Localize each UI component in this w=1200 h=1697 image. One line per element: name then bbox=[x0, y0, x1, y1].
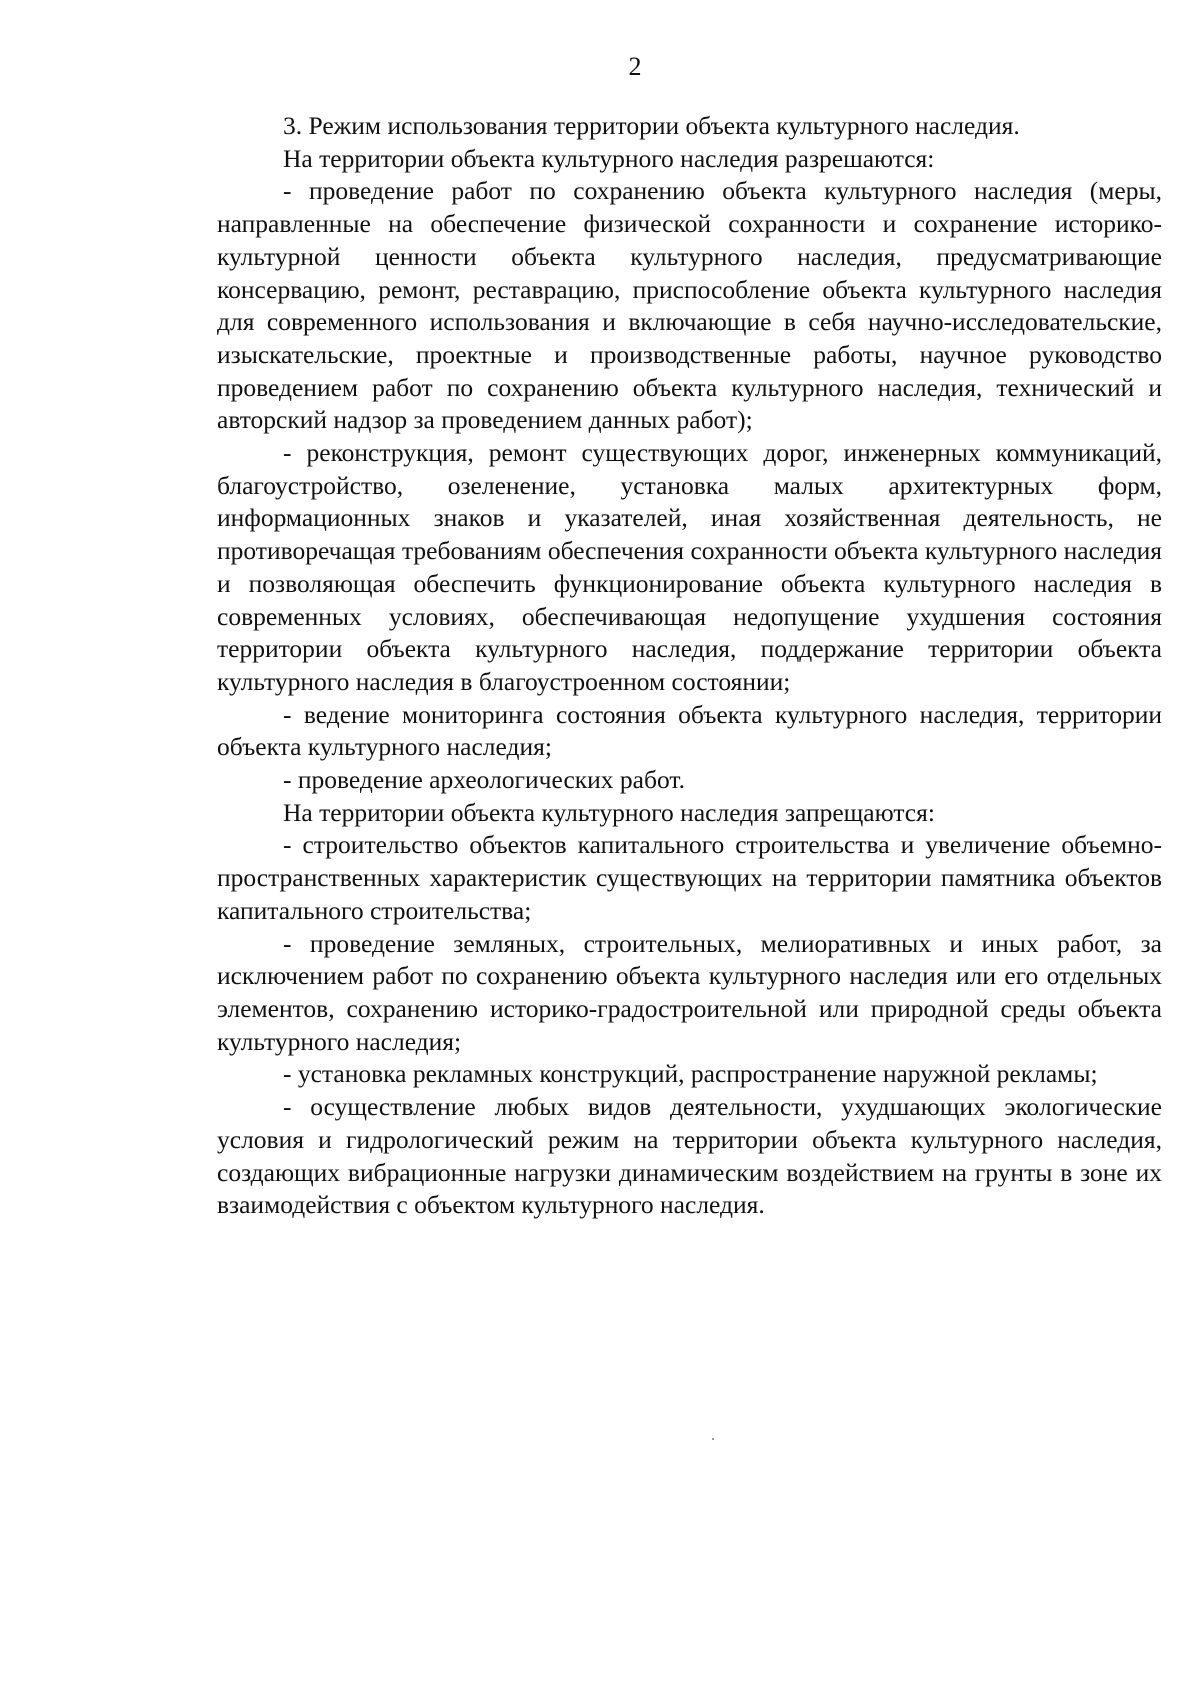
permitted-item-preservation-works: - проведение работ по сохранению объекта культурного наследия (меры, направленные на обеспечение физической сохранности и сохранение историко-культурной ценности объекта культурного наследия, предусматривающие консервацию, ремонт, реставрацию, приспособление объекта культурного наследия для современного использования и включающие в себя научно-исследовательские, изыскательские, проектные и производственные работы, научное руководство проведением работ по сохранению объекта культурного наследия, технический и авторский надзор за проведением данных работ); bbox=[217, 176, 1162, 435]
prohibited-item-earthworks: - проведение земляных, строительных, мелиоративных и иных работ, за исключением работ по сохранению объекта культурного наследия или его отдельных элементов, сохранению историко-градостроительной или природной среды объекта культурного наследия; bbox=[217, 928, 1162, 1056]
prohibited-item-construction: - строительство объектов капитального строительства и увеличение объемно-пространственных характеристик существующих на территории памятника объектов капитального строительства; bbox=[217, 830, 1162, 925]
prohibited-intro: На территории объекта культурного наследия запрещаются: bbox=[283, 797, 935, 827]
permitted-intro: На территории объекта культурного наследия разрешаются: bbox=[283, 143, 935, 173]
prohibited-item-ecology-vibration: - осуществление любых видов деятельности, ухудшающих экологические условия и гидрологический режим на территории объекта культурного наследия, создающих вибрационные нагрузки динамическим воздействием на грунты в зоне их взаимодействия с объектом культурного наследия. bbox=[217, 1092, 1162, 1220]
permitted-item-monitoring: - ведение мониторинга состояния объекта культурного наследия, территории объекта культурного наследия; bbox=[217, 699, 1162, 762]
permitted-item-archaeology: - проведение археологических работ. bbox=[283, 765, 685, 795]
permitted-item-reconstruction-improvement: - реконструкция, ремонт существующих дорог, инженерных коммуникаций, благоустройство, озеленение, установка малых архитектурных форм, информационных знаков и указателей, иная хозяйственная деятельность, не противоречащая требованиям обеспечения сохранности объекта культурного наследия и позволяющая обеспечить функционирование объекта культурного наследия в современных условиях, обеспечивающая недопущение ухудшения состояния территории объекта культурного наследия, поддержание территории объекта культурного наследия в благоустроенном состоянии; bbox=[217, 438, 1162, 696]
document-body bbox=[217, 110, 1162, 1222]
scan-speck bbox=[712, 1438, 714, 1440]
page-number: 2 bbox=[628, 52, 642, 81]
section-heading-regime: 3. Режим использования территории объекта культурного наследия. bbox=[283, 111, 1020, 140]
prohibited-item-advertising: - установка рекламных конструкций, распространение наружной рекламы; bbox=[283, 1059, 1098, 1089]
